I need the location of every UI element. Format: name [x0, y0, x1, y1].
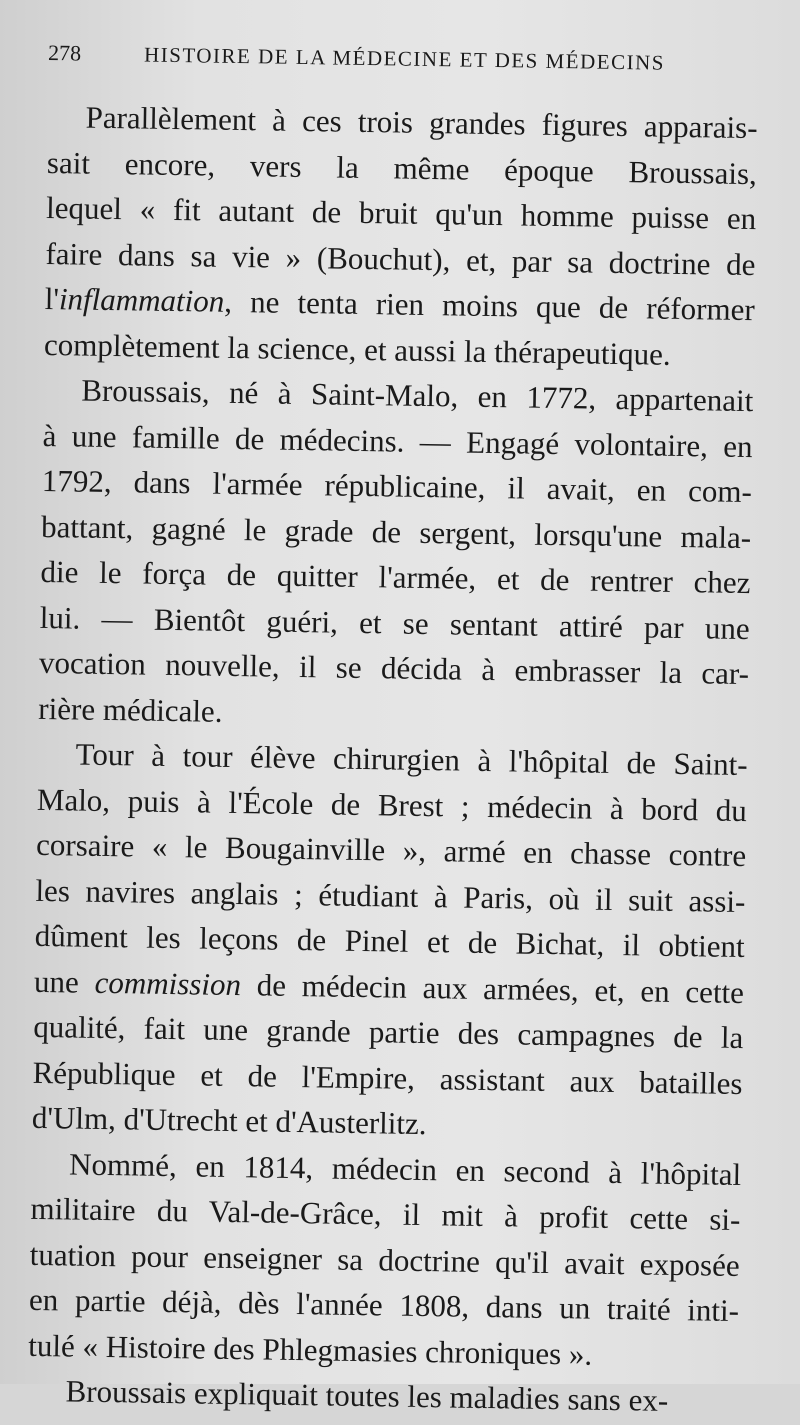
text-line: d'Ulm, d'Utrecht et d'Austerlitz. — [31, 1099, 427, 1142]
running-head — [48, 40, 763, 91]
page-number: 278 — [47, 40, 82, 66]
text-line: lui. — Bientôt guéri, et se sentant attiré par une — [39, 599, 750, 646]
text-line: Broussais expliquait toutes les maladies sans ex- — [65, 1373, 669, 1418]
text-line: Parallèlement à ces trois grandes figures apparais- — [85, 99, 758, 146]
text-line: tuation pour enseigner sa doctrine qu'il avait exposée — [29, 1236, 740, 1283]
text-line: tulé « Histoire des Phlegmasies chroniques ». — [28, 1327, 593, 1372]
italic-term: commission — [94, 964, 242, 1002]
text-line: en partie déjà, dès l'année 1808, dans un traité inti- — [28, 1281, 740, 1329]
text-line: rière médicale. — [38, 690, 223, 729]
text-line: vocation nouvelle, il se décida à embrasser la car- — [38, 644, 750, 692]
text-line: 1792, dans l'armée républicaine, il avait, en com- — [41, 462, 753, 510]
text-line: faire dans sa vie » (Bouchut), et, par sa doctrine de — [45, 235, 756, 282]
paragraph — [44, 94, 762, 378]
text-line: Broussais, né à Saint-Malo, en 1772, appartenait — [81, 372, 754, 419]
text-segment: l' — [44, 280, 60, 317]
text-line: sait encore, vers la même époque Broussais, — [46, 144, 758, 191]
text-line: corsaire « le Bougainville », armé en chasse contre — [35, 826, 747, 874]
text-segment: de médecin aux armées, et, en cette — [240, 966, 745, 1010]
text-line: dûment les leçons de Pinel et de Bichat, il obtient — [34, 917, 745, 965]
text-line: Tour à tour élève chirurgien à l'hôpital de Saint- — [75, 736, 748, 783]
paragraph — [28, 1140, 745, 1379]
text-line: les navires anglais ; étudiant à Paris, où il suit assi- — [35, 872, 746, 919]
running-title: HISTOIRE DE LA MÉDECINE ET DES MÉDECINS — [143, 42, 666, 75]
paragraph — [32, 731, 752, 1152]
text-segment: , ne tenta rien moins que de réformer — [224, 283, 755, 328]
text-segment: une — [33, 963, 95, 1000]
italic-term: inflammation — [58, 281, 225, 319]
paragraph — [38, 367, 758, 742]
text-line: die le força de quitter l'armée, et de rentrer chez — [40, 553, 751, 601]
text-line: République et de l'Empire, assistant aux batailles — [32, 1054, 743, 1101]
text-line: militaire du Val-de-Grâce, il mit à profit cette si- — [30, 1190, 741, 1238]
text-line: Malo, puis à l'École de Brest ; médecin à bord du — [36, 781, 748, 828]
text-line: complètement la science, et aussi la thérapeutique. — [43, 326, 671, 372]
text-line: Nommé, en 1814, médecin en second à l'hôpital — [68, 1145, 742, 1192]
text-line: lequel « fit autant de bruit qu'un homme puisse en — [45, 189, 757, 237]
text-line: à une famille de médecins. — Engagé volontaire, en — [42, 417, 753, 464]
text-line: qualité, fait une grande partie des campagnes de la — [33, 1008, 744, 1056]
text-line: battant, gagné le grade de sergent, lorsqu'une mala- — [40, 508, 752, 555]
body-text — [27, 94, 762, 1425]
